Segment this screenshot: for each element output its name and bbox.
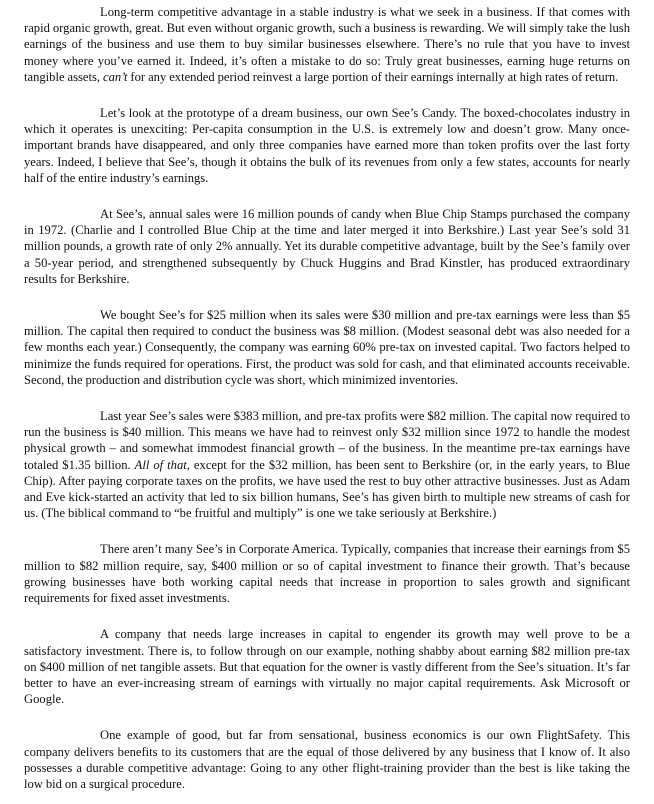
- text-segment: except for the $32 million, has been sent to Berkshire (or, in the early years, to Blue Chip). After paying corporate taxes on the profits, we have used the rest to buy other attractive businesses. Just as Adam and Eve kick-started an activity that led to six billion humans, See’s has given birth to multiple new streams of cash for us. (The biblical command to “be fruitful and multiply” is one we take seriously at Berkshire.): [24, 457, 630, 521]
- paragraph-corporate-america: [24, 541, 630, 606]
- text-segment: At See’s, annual sales were 16 million pounds of candy when Blue Chip Stamps purchased the company in 1972. (Charlie and I controlled Blue Chip at the time and later merged it into Berkshire.) Last year See’s sold 31 million pounds, a growth rate of only 2% annually. Yet its durable competitive advantage, built by the See’s family over a 50-year period, and strengthened subsequently by Chuck Huggins and Brad Kinstler, has produced extraordinary results for Berkshire.: [24, 207, 630, 286]
- paragraph-sees-annual-sales: [24, 206, 630, 287]
- text-segment: We bought See’s for $25 million when its sales were $30 million and pre-tax earnings were less than $5 million. The capital then required to conduct the business was $8 million. (Modest seasonal debt was also needed for a few months each year.) Consequently, the company was earning 60% pre-tax on invested capital. Two factors helped to minimize the funds required for operations. First, the product was sold for cash, and that eliminated accounts receivable. Second, the production and distribution cycle was short, which minimized inventories.: [24, 308, 630, 387]
- paragraph-sees-candy-prototype: [24, 105, 630, 186]
- text-segment: Last year See’s sales were $383 million, and pre-tax profits were $82 million. The capital now required to run the business is $40 million. This means we have had to reinvest only $32 million since 1972 to handle the modest physical growth – and somewhat immodest financial growth – of the business. In the meantime pre-tax earnings have totaled $1.35 billion.: [24, 409, 630, 472]
- italic-text-segment: can’t: [103, 69, 128, 84]
- text-segment: for any extended period reinvest a large portion of their earnings internally at high rates of return.: [127, 69, 619, 84]
- paragraph-competitive-advantage: [24, 4, 630, 85]
- paragraph-capital-growth: [24, 626, 630, 707]
- paragraph-sees-last-year: [24, 408, 630, 521]
- text-segment: Let’s look at the prototype of a dream business, our own See’s Candy. The boxed-chocolates industry in which it operates is unexciting: Per-capita consumption in the U.S. is extremely low and doesn’t grow. Many once-important brands have disappeared, and only three companies have earned more than token profits over the last forty years. Indeed, I believe that See’s, though it obtains the bulk of its revenues from only a few states, accounts for nearly half of the entire industry’s earnings.: [24, 106, 630, 185]
- paragraph-sees-purchase: [24, 307, 630, 388]
- paragraph-flightsafety: [24, 727, 630, 792]
- text-segment: There aren’t many See’s in Corporate America. Typically, companies that increase their earnings from $5 million to $82 million require, say, $400 million or so of capital investment to finance their growth. That’s because growing businesses have both working capital needs that increase in proportion to sales growth and significant requirements for fixed asset investments.: [24, 542, 630, 606]
- text-segment: Long-term competitive advantage in a stable industry is what we seek in a business. If that comes with rapid organic growth, great. But even without organic growth, such a business is rewarding. We will simply take the lush earnings of the business and use them to buy similar businesses elsewhere. There’s no rule that you have to invest money where you’ve earned it. Indeed, it’s often a mistake to do so: Truly great businesses, earning huge returns on tangible assets,: [24, 5, 630, 84]
- text-segment: A company that needs large increases in capital to engender its growth may well prove to be a satisfactory investment. There is, to follow through on our example, nothing shabby about earning $82 million pre-tax on $400 million of net tangible assets. But that equation for the owner is vastly different from the See’s situation. It’s far better to have an ever-increasing stream of earnings with virtually no major capital requirements. Ask Microsoft or Google.: [24, 627, 630, 707]
- italic-text-segment: All of that,: [134, 457, 190, 472]
- text-segment: One example of good, but far from sensational, business economics is our own FlightSafety. This company delivers benefits to its customers that are the equal of those delivered by any business that I know of. It also possesses a durable competitive advantage: Going to any other flight-training provider than the best is like taking the low bid on a surgical procedure.: [24, 728, 630, 791]
